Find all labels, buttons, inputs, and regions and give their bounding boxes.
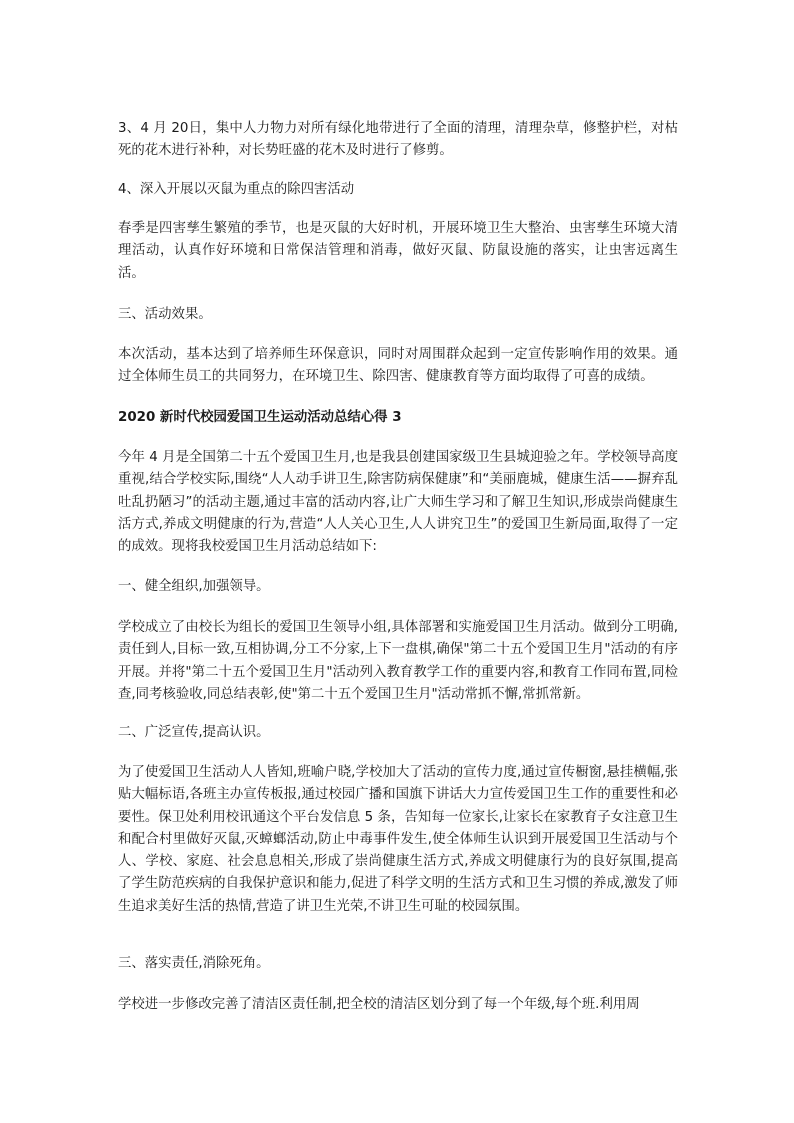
section-heading-publicity: 二、广泛宣传,提高认识。: [118, 725, 270, 740]
paragraph-organization: 学校成立了由校长为组长的爱国卫生领导小组,具体部署和实施爱国卫生月活动。做到分工明确,责任到人,目标一致,互相协调,分工不分家,上下一盘棋,确保"第二十五个爱国卫生月"活动的有序开展。并将"第二十五个爱国卫生月"活动列入教育教学工作的重要内容,和教育工作同布置,同检查,同考核验收,同总结表彰,使"第二十五个爱国卫生月"活动常抓不懈,常抓常新。: [118, 620, 678, 702]
paragraph-pest-control-heading: 4、深入开展以灭鼠为重点的除四害活动: [118, 182, 355, 197]
paragraph-responsibility: 学校进一步修改完善了清洁区责任制,把全校的清洁区划分到了每一个年级,每个班.利用周: [118, 997, 640, 1012]
article-title: 2020 新时代校园爱国卫生运动活动总结心得 3: [118, 410, 402, 425]
section-heading-responsibility: 三、落实责任,消除死角。: [118, 956, 270, 971]
section-heading-organization: 一、健全组织,加强领导。: [118, 579, 270, 594]
section-heading-activity-effect: 三、活动效果。: [118, 307, 212, 322]
paragraph-activity-effect: 本次活动，基本达到了培养师生环保意识，同时对周围群众起到一定宣传影响作用的效果。通过全体师生员工的共同努力，在环境卫生、除四害、健康教育等方面均取得了可喜的成绩。: [118, 347, 678, 385]
paragraph-introduction: 今年 4 月是全国第二十五个爱国卫生月,也是我县创建国家级卫生县城迎验之年。学校领导高度重视,结合学校实际,围绕“人人动手讲卫生,除害防病保健康”和“美丽鹿城，健康生活——摒弃乱吐乱扔陋习”的活动主题,通过丰富的活动内容,让广大师生学习和了解卫生知识,形成崇尚健康生活方式,养成文明健康的行为,营造“人人关心卫生,人人讲究卫生”的爱国卫生新局面,取得了一定的成效。现将我校爱国卫生月活动总结如下:: [118, 450, 678, 555]
paragraph-publicity: 为了使爱国卫生活动人人皆知,班喻户晓,学校加大了活动的宣传力度,通过宣传橱窗,悬挂横幅,张贴大幅标语,各班主办宣传板报,通过校园广播和国旗下讲话大力宣传爱国卫生工作的重要性和必要性。保卫处利用校讯通这个平台发信息 5 条，告知每一位家长,让家长在家教育子女注意卫生和配合村里做好灭鼠,灭蟑螂活动,防止中毒事件发生,使全体师生认识到开展爱国卫生活动与个人、学校、家庭、社会息息相关,形成了崇尚健康生活方式,养成文明健康行为的良好氛围,提高了学生防范疾病的自我保护意识和能力,促进了科学文明的生活方式和卫生习惯的养成,激发了师生追求美好生活的热情,营造了讲卫生光荣,不讲卫生可耻的校园氛围。: [118, 765, 678, 914]
paragraph-spring-pests: 春季是四害孳生繁殖的季节，也是灭鼠的大好时机，开展环境卫生大整治、虫害孳生环境大清理活动，认真作好环境和日常保洁管理和消毒，做好灭鼠、防鼠设施的落实，让虫害远离生活。: [118, 221, 678, 281]
paragraph-greening-cleanup: 3、4 月 20日，集中人力物力对所有绿化地带进行了全面的清理，清理杂草，修整护栏，对枯死的花木进行补种，对长势旺盛的花木及时进行了修剪。: [118, 121, 678, 159]
